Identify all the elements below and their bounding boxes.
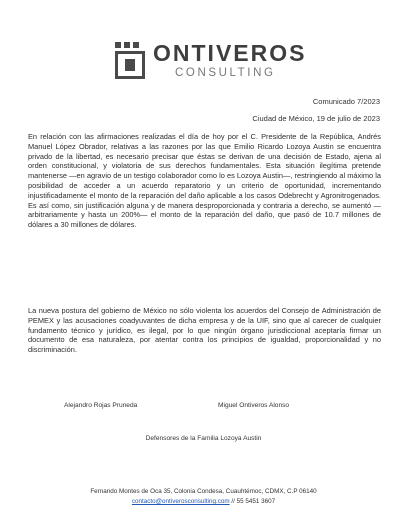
brand-subtitle: CONSULTING <box>175 67 276 79</box>
ontiveros-logo <box>115 40 315 82</box>
communique-number: Comunicado 7/2023 <box>312 97 380 106</box>
brand-name: ONTIVEROS <box>153 40 307 66</box>
logo-mark-icon <box>115 42 145 80</box>
footer-email-link[interactable]: contacto@ontiverosconsulting.com <box>131 498 230 505</box>
paragraph-2: La nueva postura del gobierno de México no sólo violenta los acuerdos del Consejo de Administración de PEMEX y las acusaciones coadyuvantes de dicha empresa y de la UIF, sino que al carecer de cualquier fundamento técnico y jurídico, es ilegal, por lo que ningún órgano jurisdiccional aceptaría firmar un documento de esa naturaleza, por atentar contra los principios de igualdad, proporcionalidad y no discriminación. <box>28 306 381 355</box>
footer-address: Fernando Montes de Oca 35, Colonia Condesa, Cuauhtémoc, CDMX, C.P 06140 <box>90 488 317 495</box>
paragraph-1: En relación con las afirmaciones realizadas el día de hoy por el C. Presidente de la República, Andrés Manuel López Obrador, relativas a las razones por las que Emilio Ricardo Lozoya Austin se encuentra privado de la libertad, es necesario precisar que éstas se derivan de una decisión de Estado, ajena al orden constitucional, y violatoria de sus derechos fundamentales. Esta situación ilegítima pretende mantenerse —en agravio de un testigo colaborador como lo es Lozoya Austin—, restringiendo al máximo la posibilidad de acceder a un acuerdo reparatorio y un criterio de oportunidad, incrementando injustificadamente el monto de la reparación del daño aplicable a los casos Odebrecht y Agronitrogenados. Es así como, sin justificación alguna y de manera desproporcionada y contraria a derecho, se aumentó —arbitrariamente y hasta un 200%— el monto de la reparación del daño, que pasó de 10.7 millones de dólares a 30 millones de dólares. <box>28 132 381 230</box>
footer-phone: // 55 5451 3607 <box>229 498 276 505</box>
place-date: Ciudad de México, 19 de julio de 2023 <box>252 114 380 123</box>
signature-right: Miguel Ontiveros Alonso <box>218 402 290 409</box>
signature-left: Alejandro Rojas Pruneda <box>64 402 138 409</box>
footer-contact <box>0 498 407 505</box>
signatures-role: Defensores de la Familia Lozoya Austin <box>145 435 262 442</box>
